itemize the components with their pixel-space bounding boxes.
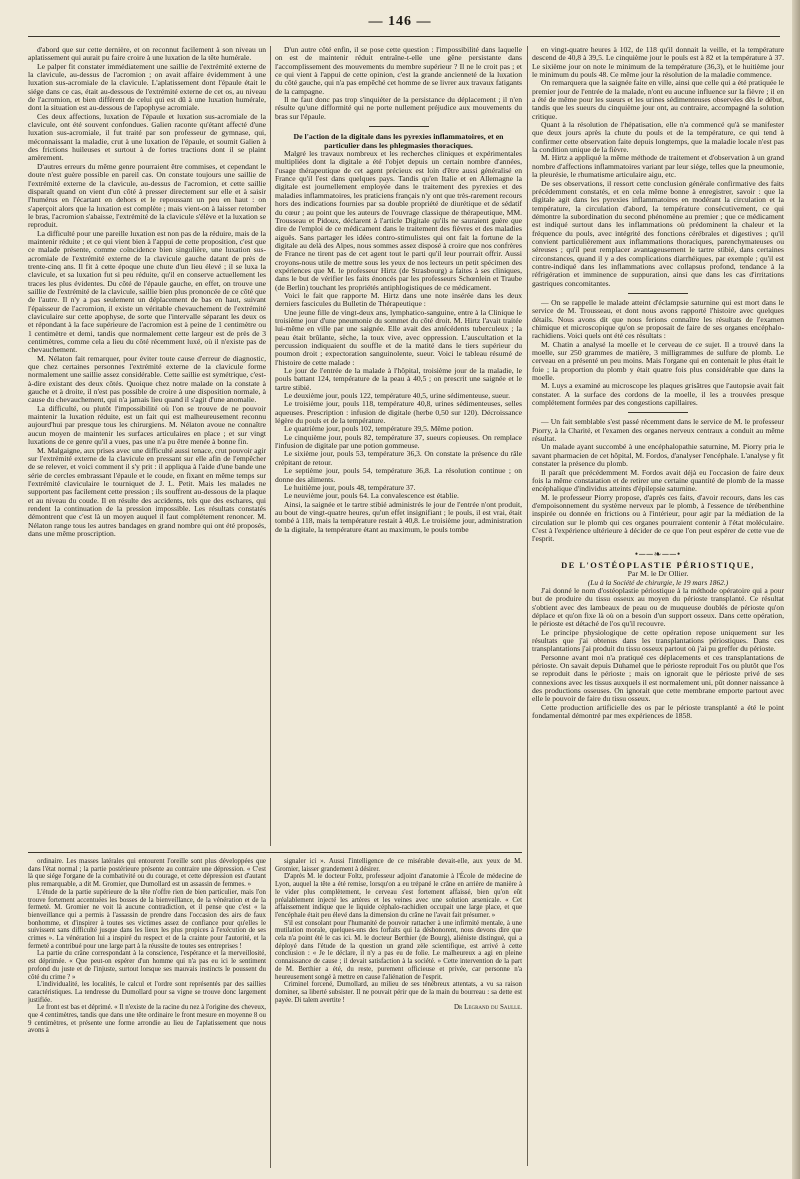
column-divider	[270, 46, 271, 846]
column-divider	[270, 858, 271, 1168]
column-right	[532, 46, 784, 1166]
paragraph: — Un fait semblable s'est passé récemment dans le service de M. le professeur Piorry, à la Charité, et l'examen des organes nerveux centraux a conduit au même résultat.	[532, 417, 784, 444]
top-rule	[28, 36, 780, 37]
paragraph: Le palper fit constater immédiatement une saillie de l'extrémité externe de la clavicule, au-dessus de l'acromion ; on avait affaire évidemment à une luxation sus-acromiale de la clavicule. L'aplatissement dont l'épaule était le siége dans ce cas, était au-dessous de l'extrémité externe de cet os, au niveau de l'acromion, et bien différent de celui qui est dû à une luxation humérale, dont la situation est au-dessous de l'apophyse acromiale.	[28, 61, 266, 113]
paragraph: M. le professeur Piorry propose, d'après ces faits, d'avoir recours, dans les cas d'empoisonnement du système nerveux par le plomb, à l'essence de térébenthine inspirée ou donnée en frictions ou à l'intérieur, pour agir par la médiation de la circulation sur le plomb qui ces organes pourraient contenir à l'état moléculaire. C'est à l'expérience ultérieure à décider de ce que l'on peut espérer de cette vue de l'esprit.	[532, 492, 784, 544]
paragraph: Le quatrième jour, pouls 102, température 39,5. Même potion.	[284, 424, 474, 434]
paragraph: L'individualité, les localités, le calcul et l'ordre sont représentés par des saillies caractéristiques. La tendresse du Dumollard pour sa vigne se trouve donc largement justifiée.	[28, 981, 266, 1004]
paragraph: d'abord que sur cette dernière, et on reconnut facilement à son niveau un aplatissement qui aurait pu faire croire à une luxation de la tête humérale.	[28, 46, 266, 63]
paragraph: — On se rappelle le malade atteint d'éclampsie saturnine qui est mort dans le service de M. Trousseau, et dont nous avons rapporté l'histoire avec quelques détails. Nous avons dit que nous ferions connaître les résultats de l'examen chimique et microscopique qu'on se proposait de faire de ses organes encéphalo-rachidiens. Voici quels ont été ces résultats :	[532, 297, 784, 341]
paragraph: Le jour de l'entrée de la malade à l'hôpital, troisième jour de la maladie, le pouls battant 124, température de la peau à 40,5 ; on prescrit une saignée et le tartre stibié.	[275, 366, 522, 392]
paragraph: en vingt-quatre heures à 102, de 118 qu'il donnait la veille, et la température descend de 40,8 à 39,5. Le cinquième jour le pouls est à 82 et la température à 37. Le sixième jour on note le minimum de la température (36,3), et le huitième jour le minimum du pouls 48. Ce même jour la résolution de la maladie commence.	[532, 46, 784, 80]
paragraph: M. Hirtz a appliqué la même méthode de traitement et d'observation à un grand nombre d'affections inflammatoires variant par leur siége, telles que la pneumonie, la pleurésie, le rhumatisme articulaire aigu, etc.	[532, 153, 784, 180]
paragraph: Une jeune fille de vingt-deux ans, lymphatico-sanguine, entre à la Clinique le troisième jour d'une pneumonie du sommet du côté droit. M. Hirtz l'avait traitée lui-même en ville par une saignée. Elle avait des antécédents tuberculeux ; la peau était brûlante, sèche, la toux vive, avec oppression. L'auscultation et la percussion indiquaient du souffle et de la matité dans le tiers supérieur du poumon droit ; expectoration sanguinolente, sueur. Voici le tableau résumé de l'histoire de cette malade :	[275, 307, 522, 367]
paragraph: Ainsi, la saignée et le tartre stibié administrés le jour de l'entrée n'ont produit, au bout de vingt-quatre heures, qu'un effet insignifiant ; le pouls, il est vrai, était tombé à 118, mais la température restait à 40,8. Le troisième jour, administration de la digitale, la température étant au maximum, le pouls tombe	[275, 499, 522, 534]
paragraph: On remarquera que la saignée faite en ville, ainsi que celle qui a été pratiquée le premier jour de l'entrée de la malade, n'ont eu aucune influence sur la fièvre ; il en a été de même pour les sueurs et les urines sédimenteuses observées dès le début, tandis que les sueurs du cinquième jour ont, au contraire, accompagné la solution critique.	[532, 78, 784, 121]
paragraph: S'il est consolant pour l'humanité de pouvoir rattacher à une infirmité mentale, à une mutilation morale, quelques-uns des forfaits qui la déshonorent, nous devons dire que cela n'a point été le cas ici. M. le docteur Berthier (de Bourg), aliéniste distingué, qui a déployé dans l'étude de la question un grand zèle scientifique, est arrivé à cette conclusion : « Je le déclare, il n'y a pas eu de folie. Le malheureux a agi en pleine connaissance de cause ; il devait satisfaction à la société. » Cette intervention de la part de M. Berthier a été, du reste, purement officieuse et privée, car personne n'a heureusement songé à mettre en cause l'aliénation de l'esprit.	[275, 919, 522, 981]
column-divider	[527, 46, 528, 1166]
ornament-divider: •──❧──•	[634, 548, 682, 559]
paragraph: signaler ici ». Aussi l'intelligence de ce misérable devait-elle, aux yeux de M. Gromier, laisser grandement à désirer.	[275, 858, 522, 873]
paragraph: Le front est bas et déprimé. « Il n'existe de la racine du nez à l'origine des cheveux, que 4 centimètres, tandis que dans une tête ordinaire le front mesure en moyenne 8 ou 9 centimètres, et présente une forme arrondie au lieu de l'aplatissement que nous avons à	[28, 1004, 266, 1035]
paragraph: Personne avant moi n'a pratiqué ces déplacements et ces transplantations de périoste. On savait depuis Duhamel que le périoste reproduit l'os ou plutôt que l'os se reproduit dans le périoste ; mais on ignorait que le périoste privé de ses connexions avec les tissus auxquels il est normalement uni, pût donner naissance à des productions osseuses. On ignorait que cette membrane emporte partout avec elle le pouvoir de faire du tissu osseux.	[532, 652, 784, 704]
binding-edge	[792, 0, 800, 1179]
paragraph: M. Nélaton fait remarquer, pour éviter toute cause d'erreur de diagnostic, que chez certaines personnes l'extrémité externe de la clavicule forme normalement une saillie assez considérable. Cette saillie est symétrique, c'est-à-dire existant des deux côtés. Quoique chez notre malade on la constate à gauche et à droite, il n'est pas possible de croire à une disposition normale, à cause du chevauchement, qui n'a jamais lieu quand il s'agit d'une anomalie.	[28, 353, 266, 405]
paragraph: Le septième jour, pouls 54, température 36,8. La résolution continue ; on donne des aliments.	[275, 466, 522, 484]
article-author: Par M. le Dr Ollier.	[627, 569, 689, 579]
feuilleton-left	[28, 858, 266, 1168]
paragraph: Quant à la résolution de l'hépatisation, elle n'a commencé qu'à se manifester que deux jours après la chute du pouls et de la température, ce qui tend à confirmer cette observation faite depuis longtemps, que la maladie locale n'est pas la condition unique de la fièvre.	[532, 120, 784, 155]
feuilleton-rule	[28, 852, 522, 853]
paragraph: Il ne faut donc pas trop s'inquiéter de la persistance du déplacement ; il n'en résulte qu'une difformité qui ne porte nullement préjudice aux mouvements du bras sur l'épaule.	[275, 95, 522, 121]
paragraph: D'après M. le docteur Foltz, professeur adjoint d'anatomie à l'École de médecine de Lyon, auquel la tête a été remise, lorsqu'on a eu trépané le crâne en arrière de manière à le vider plus complètement, le cerveau s'est fortement affaissé, bien qu'on eût préalablement injecté les artères et les veines avec une solution arsenicale. « Cet affaissement indique que le liquide céphalo-rachidien occupait une large place, et que l'encéphale était peu élevé dans la dimension du crâne ne l'avait fait présumer. »	[275, 873, 522, 919]
paragraph: Ces deux affections, luxation de l'épaule et luxation sus-acromiale de la clavicule, ont été souvent confondues. Galien raconte qu'étant affecté d'une luxation sus-acromiale, il fut traité par son professeur de gymnase, qui, méconnaissant la maladie, crut à une luxation de l'épaule, et soumit Galien à des frictions huileuses et surtout à de fortes tractions dont il se plaint amèrement.	[28, 111, 266, 163]
signature: Dr Legrand du Saulle.	[454, 1003, 522, 1012]
paragraph: La partie du crâne correspondant à la conscience, l'espérance et la merveillosité, est déprimée. « Que peut-on espérer d'un homme qui n'a pas eu ici le sentiment profond du juste et de l'injuste, surtout lorsque ses mauvais instincts le poussent du côté du crime ? »	[28, 950, 266, 981]
paragraph: ordinaire. Les masses latérales qui entourent l'oreille sont plus développées que dans l'état normal ; la partie postérieure présente au contraire une dépression. « C'est là que siége l'organe de la combativité ou du courage, et cette dépression est d'autant plus remarquable, a dit M. Gromier, que Dumollard est un assassin de femmes. »	[28, 858, 266, 889]
separator-rule	[369, 126, 429, 127]
section-title: DE L'OSTÉOPLASTIE PÉRIOSTIQUE,	[561, 560, 755, 570]
paragraph: Cette production artificielle des os par le périoste transplanté a été le point fondamental démontré par mes expériences de 1858.	[532, 702, 784, 721]
paragraph: Voici le fait que rapporte M. Hirtz dans une note insérée dans les deux derniers fascicules du Bulletin de Thérapeutique :	[275, 290, 522, 309]
paragraph: Le deuxième jour, pouls 122, température 40,5, urine sédimenteuse, sueur.	[284, 391, 510, 401]
paragraph: Le cinquième jour, pouls 82, température 37, sueurs copieuses. On remplace l'infusion de digitale par une potion gommeuse.	[275, 432, 522, 451]
paragraph: Un malade ayant succombé à une encéphalopathie saturnine, M. Piorry pria le savant pharmacien de cet hôpital, M. Fordos, d'analyser l'encéphale. L'analyse y fit constater la présence du plomb.	[532, 442, 784, 469]
paragraph: M. Luys a examiné au microscope les plaques grisâtres que l'autopsie avait fait constater. A la surface des cordons de la moelle, il les a trouvées presque complétement formées par des congestions capillaires.	[532, 381, 784, 408]
paragraph: Le troisième jour, pouls 118, température 40,8, urines sédimenteuses, selles aqueuses. Prescription : infusion de digitale (herbe 0,50 sur 120). Décroissance légère du pouls et de la température.	[275, 399, 522, 426]
paragraph: Le neuvième jour, pouls 64. La convalescence est établie.	[284, 491, 459, 501]
paragraph: Il paraît que précédemment M. Fordos avait déjà eu l'occasion de faire deux fois la même constatation et de retirer une certaine quantité de plomb de la masse encéphalique d'individus atteints d'épilepsie saturnine.	[532, 467, 784, 494]
paragraph: Malgré les travaux nombreux et les recherches cliniques et expérimentales multipliées dont la digitale a été l'objet depuis un certain nombre d'années, l'usage thérapeutique de cet agent précieux est loin d'être aussi généralisé en France qu'il l'est dans quelques pays. Tandis qu'en Italie et en Allemagne la digitale est journellement employée dans le traitement des pyrexies et des maladies inflammatoires, les praticiens français n'y ont que très-rarement recours hors des indications fournies par sa double propriété de diurétique et de sédatif du cœur ; au point que les auteurs de l'ouvrage classique de thérapeutique, MM. Trousseau et Pidoux, déclarent à l'article Digitale qu'ils ne sauraient guère que dire de l'emploi de ce médicament dans le traitement des fièvres et des maladies aiguës. Sans partager les idées contro-stimulistes qui ont fait la fortune de la digitale au delà des Alpes, nous sommes assez disposé à croire que nos confrères de France ne tirent pas de cet agent tout le parti qu'il leur pourrait offrir. Aussi croyons-nous utile de mettre sous les yeux de nos lecteurs un petit spécimen des expériences que M. le professeur Hirtz (de Strasbourg) a faites à ses cliniques, dans le but de vérifier les faits énoncés par les professeurs Schœnlein et Traube (de Berlin) touchant les propriétés antiphlogistiques de ce médicament.	[275, 149, 522, 292]
paragraph: M. Malgaigne, aux prises avec une difficulté aussi tenace, crut pouvoir agir sur l'extrémité externe de la clavicule en pressant sur elle afin de l'empêcher de se relever, et voici comment il s'y prit : il appliqua à l'aide d'une bande une série de cercles embrassant l'épaule et le coude, en fixant en même temps sur l'extrémité claviculaire le tourniquet de J. L. Petit. Mais les malades ne supportent pas facilement cette pression ; ils souffrent au-dessous de la plaque et au niveau du coude. Il en résulte des accidents, tels que des eschares, qui rendent la continuation de la pression impossible. Les résultats constatés démontrent que c'est là un moyen auquel il faut complétement renoncer. M. Nélaton range tous les autres bandages en grand nombre qui ont été proposés, dans une même proscription.	[28, 445, 266, 538]
paragraph: Le huitième jour, pouls 48, température 37.	[284, 482, 416, 492]
paragraph: Le principe physiologique de cette opération repose uniquement sur les résultats que j'ai obtenus dans les transplantations périostiques. Dans ces transplantations j'ai produit du tissu osseux partout où j'ai pu greffer du périoste.	[532, 627, 784, 654]
session-note: (Lu à la Société de chirurgie, le 19 mars 1862.)	[587, 577, 729, 587]
paragraph: M. Chatin a analysé la moelle et le cerveau de ce sujet. Il a trouvé dans la moelle, sur 250 grammes de matière, 3 milligrammes de sulfure de plomb. Le cerveau en a présenté un peu moins. Mais l'organe qui en contenait le plus était le foie ; la proportion du plomb y était quatre fois plus considérable que dans la moelle.	[532, 339, 784, 383]
paragraph: De ses observations, il ressort cette conclusion générale confirmative des faits précédemment constatés, et en cela même bonne à enregistrer, savoir : que la digitale agit dans les pyrexies inflammatoires en modérant la circulation et la température, la circulation d'abord, la température consécutivement, ce qui démontre la subordination du second phénomène au premier ; que ce médicament est indiqué surtout dans les inflammations où prédominent la chaleur et la fréquence du pouls, avec intégrité des fonctions cérébrales et digestives ; qu'il convient particulièrement aux inflammations thoraciques, parenchymateuses ou séreuses ; qu'il peut remplacer avantageusement le tartre stibié, dans certaines circonstances, quand il y a des complications diarrhéiques, par exemple ; qu'il est contre-indiqué dans les inflammations avec collapsus profond, tendance à la réfrigération et imminence de suppuration, ainsi que dans les cas d'irritations gastriques concomitantes.	[532, 178, 784, 288]
article-heading: De l'action de la digitale dans les pyrexies inflammatoires, et en particulier dans les phlegmasies thoraciques.	[293, 132, 504, 151]
paragraph: J'ai donné le nom d'ostéoplastie périostique à la méthode opératoire qui a pour but de produire du tissu osseux au moyen du périoste transplanté. Ce résultat s'obtient avec des lambeaux de peau ou de muqueuse doublés de périoste qu'on déplace et qu'on fixe là où on a besoin d'un support osseux. Dans cette opération, le périoste est détaché de l'os qu'il recouvre.	[532, 585, 784, 629]
page-number: — 146 —	[368, 14, 432, 29]
column-left	[28, 46, 266, 849]
separator-rule	[628, 293, 688, 294]
paragraph: D'un autre côté enfin, il se pose cette question : l'impossibilité dans laquelle on est de maintenir réduit entraîne-t-elle une gêne persistante dans l'accomplissement des mouvements du membre supérieur ? Il ne le croit pas ; et ce qui vient à l'appui de cette opinion, c'est la grande ancienneté de la luxation du côté gauche, qui n'a pas empêché cet homme de se livrer aux travaux fatigants de la campagne.	[275, 46, 522, 96]
paragraph: Criminel forcené, Dumollard, au milieu de ses ténébreux attentats, a vu sa raison dominer, sa liberté subsister. Il ne pouvait périr que de la main du bourreau : sa dette est payée. Di talem avertite !	[275, 981, 522, 1004]
paragraph: La difficulté, ou plutôt l'impossibilité où l'on se trouve de ne pouvoir maintenir la luxation réduite, est un fait qui est malheureusement reconnu aujourd'hui par presque tous les chirurgiens. M. Nélaton avoue ne connaître aucun moyen de maintenir les surfaces articulaires en place ; et sur vingt luxations de ce genre qu'il a vues, pas une n'a pu être menée à bonne fin.	[28, 403, 266, 447]
paragraph: L'étude de la partie supérieure de la tête n'offre rien de bien particulier, mais l'on trouve fortement accentuées les bosses de la bienveillance, de la vénération et de la fermeté. M. Gromier ne voit là aucune contradiction, et il pense que c'est « la bienveillance qui a permis à l'assassin de prendre dans l'occasion des airs de faux bonhomme, et d'inspirer à toutes ses victimes assez de confiance pour qu'elles le suivissent sans difficulté jusque dans les lieux les plus propices à l'exécution de ses crimes ». La vénération lui a inspiré du respect et de la crainte pour l'autorité, et la fermeté a contribué pour une large part à la réussite de toutes ses entreprises !	[28, 888, 266, 950]
feuilleton-right	[275, 858, 522, 1168]
paragraph: D'autres erreurs du même genre pourraient être commises, et cependant le doute n'est guère possible en pareil cas. On constate toujours une saillie de l'extrémité externe de la clavicule, au-dessus de l'acromion, et cette saillie disparaît quand on vient d'un côté à presser directement sur elle et à saisir l'humérus en l'écartant en dehors et le repoussant un peu en haut : on s'aperçoit alors que la luxation est complète ; mais vient-on à laisser retomber le bras, l'acromion s'abaisse, l'extrémité de la clavicule s'élève et la luxation se reproduit.	[28, 161, 266, 230]
paragraph: La difficulté pour une pareille luxation est non pas de la réduire, mais de la maintenir réduite ; et ce qui vient bien à l'appui de cette proposition, c'est que ce malade présente, comme coïncidence bien singulière, une luxation sus-acromiale de l'extrémité externe de la clavicule gauche datant de près de trente-cinq ans. Il fit à cette époque une chute d'un lieu élevé ; il se luxa la clavicule, et sa luxation fut si peu réduite, qu'il en conserve actuellement les traces les plus évidentes. Du côté de l'épaule gauche, en effet, on trouve une saillie de l'extrémité de la clavicule, saillie bien plus prononcée de ce côté que de l'autre. Il n'y a pas seulement un déplacement de bas en haut, suivant l'épaisseur de l'acromion, il existe un véritable chevauchement de l'extrémité claviculaire sur cette apophyse, de sorte que l'intervalle séparant les deux os et répondant à la face supérieure de l'acromion est à peine de 1 centimètre ou 1 centimètre et demi, tandis que normalement cette largeur est de près de 3 centimètres, comme cela a lieu du côté récemment luxé, où il n'existe pas de chevauchement.	[28, 228, 266, 355]
paragraph: Le sixième jour, pouls 53, température 36,3. On constate la présence du râle crépitant de retour.	[275, 449, 522, 467]
column-middle	[275, 46, 522, 849]
separator-rule	[628, 412, 688, 413]
